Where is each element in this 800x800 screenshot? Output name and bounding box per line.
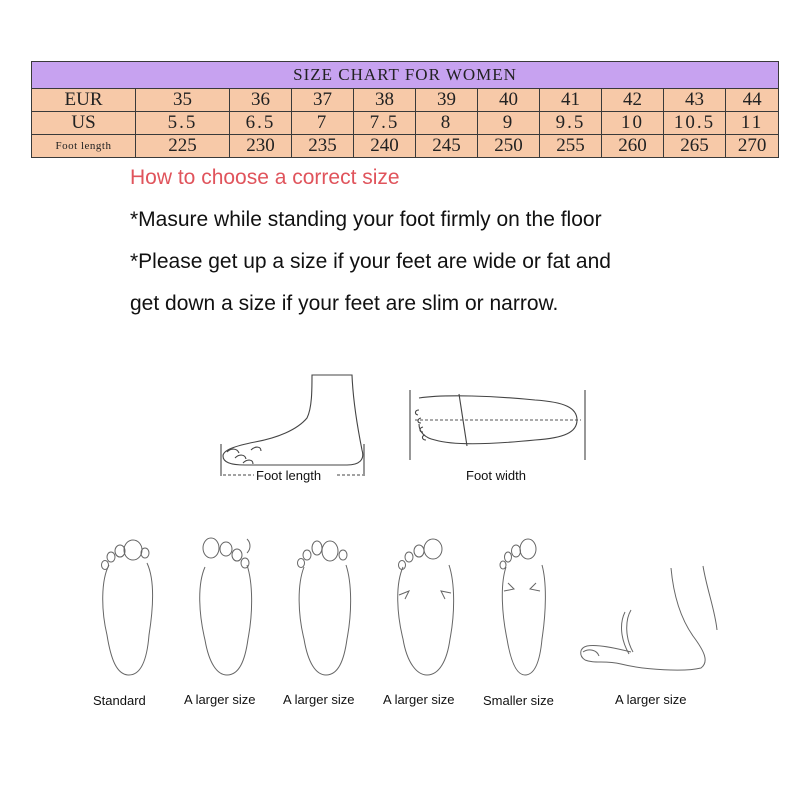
table-cell: 36 — [230, 89, 292, 112]
foot-type-label: Standard — [93, 693, 146, 708]
table-cell: 260 — [602, 135, 664, 158]
table-cell: 37 — [292, 89, 354, 112]
table-cell: 11 — [726, 112, 779, 135]
row-header-eur: EUR — [32, 89, 136, 112]
table-cell: 9.5 — [540, 112, 602, 135]
table-cell: 255 — [540, 135, 602, 158]
foot-sole-long-toe-icon — [292, 535, 357, 680]
table-cell: 42 — [602, 89, 664, 112]
row-header-foot-length: Foot length — [32, 135, 136, 158]
foot-type-label: A larger size — [283, 692, 355, 707]
foot-length-row — [32, 135, 779, 158]
table-cell: 10.5 — [664, 112, 726, 135]
foot-sole-fat-icon — [393, 535, 458, 680]
table-cell: 6.5 — [230, 112, 292, 135]
foot-high-arch-icon — [575, 560, 725, 678]
guide-title: How to choose a correct size — [130, 166, 400, 189]
foot-width-figure — [405, 388, 590, 470]
table-cell: 39 — [416, 89, 478, 112]
table-cell: 225 — [136, 135, 230, 158]
table-cell: 44 — [726, 89, 779, 112]
table-cell: 41 — [540, 89, 602, 112]
table-cell: 9 — [478, 112, 540, 135]
foot-type-label: Smaller size — [483, 693, 554, 708]
table-cell: 5.5 — [136, 112, 230, 135]
table-cell: 7 — [292, 112, 354, 135]
foot-type-label: A larger size — [184, 692, 256, 707]
size-chart-table — [31, 61, 779, 158]
foot-length-figure — [215, 370, 370, 482]
guide-instruction-3: get down a size if your feet are slim or narrow. — [130, 292, 559, 315]
table-cell: 38 — [354, 89, 416, 112]
guide-instruction-2: *Please get up a size if your feet are wide or fat and — [130, 250, 611, 273]
guide-instruction-1: *Masure while standing your foot firmly on the floor — [130, 208, 602, 231]
table-cell: 8 — [416, 112, 478, 135]
table-cell: 270 — [726, 135, 779, 158]
size-chart-title-row — [32, 62, 779, 89]
foot-length-label: Foot length — [256, 468, 322, 483]
table-cell: 7.5 — [354, 112, 416, 135]
foot-sole-standard-icon — [95, 535, 160, 680]
foot-type-label: A larger size — [615, 692, 687, 707]
foot-type-label: A larger size — [383, 692, 455, 707]
table-cell: 43 — [664, 89, 726, 112]
foot-sole-wide-icon — [193, 535, 258, 680]
table-cell: 245 — [416, 135, 478, 158]
table-cell: 40 — [478, 89, 540, 112]
us-row — [32, 112, 779, 135]
size-chart-title: SIZE CHART FOR WOMEN — [32, 62, 779, 89]
table-cell: 35 — [136, 89, 230, 112]
foot-width-label: Foot width — [466, 468, 526, 483]
table-cell: 230 — [230, 135, 292, 158]
table-cell: 265 — [664, 135, 726, 158]
eur-row — [32, 89, 779, 112]
table-cell: 10 — [602, 112, 664, 135]
table-cell: 235 — [292, 135, 354, 158]
table-cell: 250 — [478, 135, 540, 158]
table-cell: 240 — [354, 135, 416, 158]
foot-sole-slim-icon — [492, 535, 557, 680]
row-header-us: US — [32, 112, 136, 135]
